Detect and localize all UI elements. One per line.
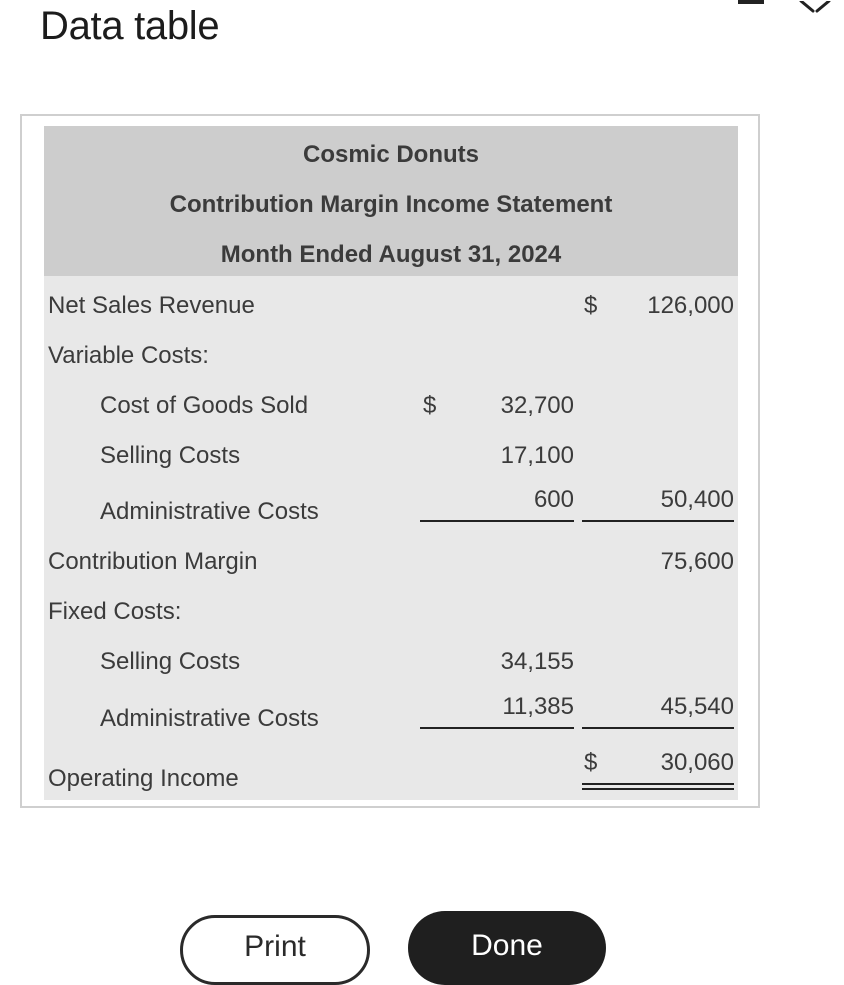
var-cogs-label: Cost of Goods Sold xyxy=(100,392,309,419)
operating-income-total: 30,060 xyxy=(660,749,734,776)
print-button[interactable]: Print xyxy=(180,915,370,985)
net-sales-label: Net Sales Revenue xyxy=(48,292,255,319)
double-rule-bottom xyxy=(582,788,734,790)
double-rule-top xyxy=(582,783,734,785)
fixed-costs-heading: Fixed Costs: xyxy=(48,598,182,625)
fixed-costs-total: 45,540 xyxy=(660,693,734,720)
done-button[interactable]: Done xyxy=(408,911,606,985)
operating-income-dollar: $ xyxy=(584,749,598,776)
fix-admin-amount: 11,385 xyxy=(502,693,574,720)
operating-income-label: Operating Income xyxy=(48,765,239,792)
statement-period: Month Ended August 31, 2024 xyxy=(220,241,562,268)
subtotal-rule xyxy=(420,520,574,522)
minimize-icon[interactable] xyxy=(738,0,764,6)
var-selling-amount: 17,100 xyxy=(500,442,574,469)
fix-selling-label: Selling Costs xyxy=(100,648,241,675)
var-admin-label: Administrative Costs xyxy=(100,498,319,525)
total-rule xyxy=(582,727,734,729)
net-sales-total: 126,000 xyxy=(647,292,734,319)
net-sales-dollar: $ xyxy=(584,292,598,319)
var-admin-amount: 600 xyxy=(533,486,574,513)
company-name: Cosmic Donuts xyxy=(302,141,479,168)
subtotal-rule xyxy=(420,727,574,729)
var-selling-label: Selling Costs xyxy=(100,442,241,469)
contribution-margin-total: 75,600 xyxy=(660,548,734,575)
var-cogs-amount: 32,700 xyxy=(500,392,574,419)
total-rule xyxy=(582,520,734,522)
close-icon[interactable] xyxy=(798,0,832,12)
variable-costs-total: 50,400 xyxy=(660,486,734,513)
contribution-margin-label: Contribution Margin xyxy=(48,548,258,575)
var-cogs-dollar: $ xyxy=(423,392,437,419)
statement-title: Contribution Margin Income Statement xyxy=(169,191,613,218)
fix-selling-amount: 34,155 xyxy=(500,648,574,675)
dialog-title: Data table xyxy=(40,4,220,48)
variable-costs-heading: Variable Costs: xyxy=(48,342,209,369)
fix-admin-label: Administrative Costs xyxy=(100,705,319,732)
